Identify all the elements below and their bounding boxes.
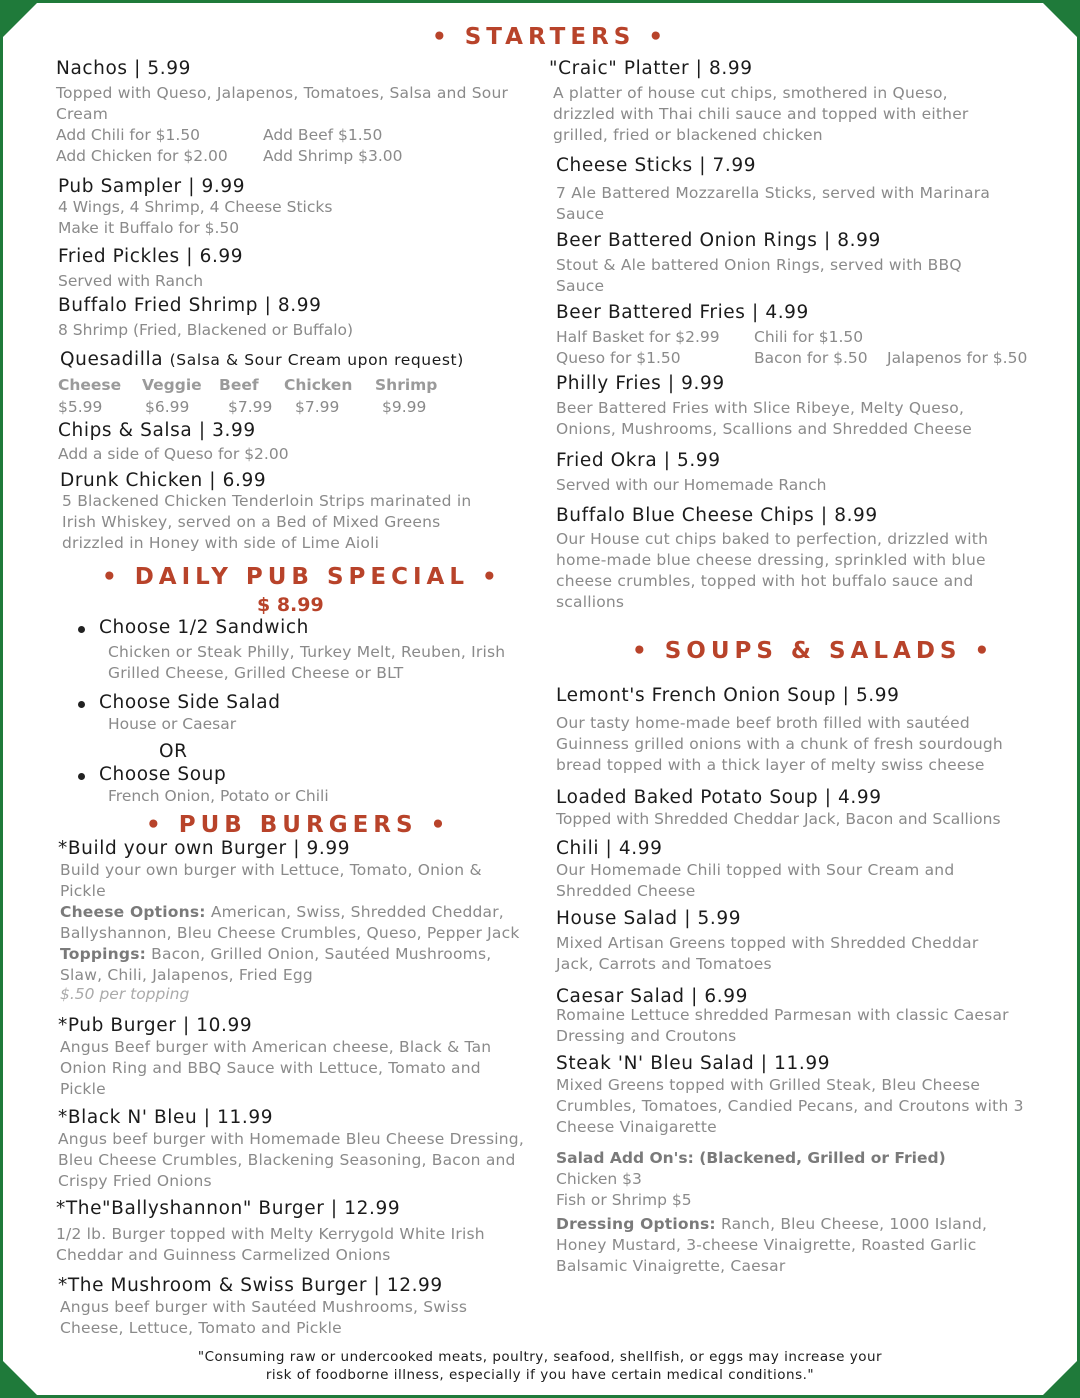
cheese-options-list: American, Swiss, Shredded Cheddar, Ballyshannon, Bleu Cheese Crumbles, Queso, Pepper Jack xyxy=(60,903,520,942)
cheese-options-label: Cheese Options: xyxy=(60,903,206,921)
item-desc: 7 Ale Battered Mozzarella Sticks, served with Marinara Sauce xyxy=(556,184,991,223)
quesadilla-option-price: $6.99 xyxy=(145,398,190,416)
item-title: Fried Okra | 5.99 xyxy=(556,450,721,471)
item-desc: 8 Shrimp (Fried, Blackened or Buffalo) xyxy=(58,321,354,339)
item-desc: Romaine Lettuce shredded Parmesan with classic Caesar Dressing and Croutons xyxy=(556,1006,1009,1045)
add-on: Add Chili for $1.50 xyxy=(56,126,201,144)
quesadilla-note: (Salsa & Sour Cream upon request) xyxy=(169,351,464,369)
item-title: Philly Fries | 9.99 xyxy=(556,373,725,394)
salad-addon: Chicken $3 xyxy=(556,1170,642,1188)
item-title: Nachos | 5.99 xyxy=(56,58,192,79)
item-title: Steak 'N' Bleu Salad | 11.99 xyxy=(556,1053,831,1074)
item-desc: 1/2 lb. Burger topped with Melty Kerrygold White Irish Cheddar and Guinness Carmelized Onions xyxy=(56,1225,485,1264)
item-title: *The"Ballyshannon" Burger | 12.99 xyxy=(56,1198,401,1219)
item-title: Beer Battered Onion Rings | 8.99 xyxy=(556,230,881,251)
item-desc: Angus beef burger with Sautéed Mushrooms, Swiss Cheese, Lettuce, Tomato and Pickle xyxy=(60,1298,468,1337)
item-title: *Pub Burger | 10.99 xyxy=(58,1015,253,1036)
quesadilla-option-price: $5.99 xyxy=(58,398,103,416)
special-option: Choose 1/2 Sandwich xyxy=(99,617,309,638)
item-desc: Mixed Greens topped with Grilled Steak, Bleu Cheese Crumbles, Tomatoes, Candied Pecans, and Croutons with 3 Cheese Vinaigarette xyxy=(556,1076,1024,1136)
add-on: Chili for $1.50 xyxy=(754,328,864,346)
item-desc: Our House cut chips baked to perfection, drizzled with home-made blue cheese dressing, sprinkled with blue cheese crumbles, topped with hot buffalo sauce and scallions xyxy=(556,530,989,611)
footer-disclaimer-line2: risk of foodborne illness, especially if you have certain medical conditions." xyxy=(265,1367,815,1383)
item-desc: Angus beef burger with Homemade Bleu Cheese Dressing, Bleu Cheese Crumbles, Blackening Seasoning, Bacon and Crispy Fried Onions xyxy=(58,1130,524,1190)
item-desc: Our tasty home-made beef broth filled with sautéed Guinness grilled onions with a chunk of fresh sourdough bread topped with a thick layer of melty swiss cheese xyxy=(556,714,1003,774)
footer-disclaimer-line1: "Consuming raw or undercooked meats, poultry, seafood, shellfish, or eggs may increase your xyxy=(197,1349,883,1365)
add-on: Add Beef $1.50 xyxy=(263,126,383,144)
item-title: *Black N' Bleu | 11.99 xyxy=(58,1107,274,1128)
item-title: House Salad | 5.99 xyxy=(556,908,742,929)
item-desc: Our Homemade Chili topped with Sour Cream and Shredded Cheese xyxy=(556,861,955,900)
item-desc: Stout & Ale battered Onion Rings, served with BBQ Sauce xyxy=(556,256,962,295)
item-desc: Make it Buffalo for $.50 xyxy=(58,219,240,237)
toppings-list: Bacon, Grilled Onion, Sautéed Mushrooms, Slaw, Chili, Jalapenos, Fried Egg xyxy=(60,945,492,984)
daily-special-price: $ 8.99 xyxy=(257,594,324,616)
special-option: Choose Side Salad xyxy=(99,692,281,713)
item-desc: A platter of house cut chips, smothered in Queso, drizzled with Thai chili sauce and topped with either grilled, fried or blackened chicken xyxy=(553,84,969,144)
add-on: Queso for $1.50 xyxy=(556,349,681,367)
bullet-icon xyxy=(78,773,85,780)
item-title: Pub Sampler | 9.99 xyxy=(58,176,246,197)
quesadilla-option-price: $7.99 xyxy=(228,398,273,416)
pub-burgers-heading: • PUB BURGERS • xyxy=(146,812,451,838)
item-title: Drunk Chicken | 6.99 xyxy=(60,470,267,491)
item-title: Caesar Salad | 6.99 xyxy=(556,986,748,1007)
dressing-list: Ranch, Bleu Cheese, 1000 Island, Honey Mustard, 3-cheese Vinaigrette, Roasted Garlic Balsamic Vinaigrette, Caesar xyxy=(556,1215,988,1275)
item-title: Beer Battered Fries | 4.99 xyxy=(556,302,809,323)
item-desc: 4 Wings, 4 Shrimp, 4 Cheese Sticks xyxy=(58,198,333,216)
item-desc: Served with Ranch xyxy=(58,272,204,290)
add-on: Bacon for $.50 xyxy=(754,349,868,367)
quesadilla-option-name: Beef xyxy=(219,376,259,394)
item-title: Buffalo Blue Cheese Chips | 8.99 xyxy=(556,505,878,526)
add-on: Half Basket for $2.99 xyxy=(556,328,720,346)
cheese-options xyxy=(60,902,530,944)
item-title: Lemont's French Onion Soup | 5.99 xyxy=(556,685,900,706)
item-desc: Beer Battered Fries with Slice Ribeye, Melty Queso, Onions, Mushrooms, Scallions and Shredded Cheese xyxy=(556,399,973,438)
quesadilla-option-name: Cheese xyxy=(58,376,122,394)
starters-heading: • STARTERS • xyxy=(432,24,669,50)
item-title: Loaded Baked Potato Soup | 4.99 xyxy=(556,787,882,808)
item-desc: Build your own burger with Lettuce, Tomato, Onion & Pickle xyxy=(60,861,482,900)
bullet-icon xyxy=(78,701,85,708)
item-title: Cheese Sticks | 7.99 xyxy=(556,155,757,176)
quesadilla-option-name: Shrimp xyxy=(375,376,438,394)
item-desc: Add a side of Queso for $2.00 xyxy=(58,445,289,463)
toppings xyxy=(60,944,530,986)
special-option: Choose Soup xyxy=(99,764,227,785)
dressing-label: Dressing Options: xyxy=(556,1215,716,1233)
special-option-desc: Chicken or Steak Philly, Turkey Melt, Reuben, Irish Grilled Cheese, Grilled Cheese or BLT xyxy=(108,643,506,682)
frame-left-border xyxy=(0,0,3,1398)
item-desc: Topped with Shredded Cheddar Jack, Bacon and Scallions xyxy=(556,810,1001,828)
item-title xyxy=(60,349,464,370)
item-desc: Angus Beef burger with American cheese, Black & Tan Onion Ring and BBQ Sauce with Lettuce, Tomato and Pickle xyxy=(60,1038,492,1098)
add-on: Add Chicken for $2.00 xyxy=(56,147,228,165)
item-desc: Mixed Artisan Greens topped with Shredded Cheddar Jack, Carrots and Tomatoes xyxy=(556,934,979,973)
bullet-icon xyxy=(78,626,85,633)
special-option-desc: French Onion, Potato or Chili xyxy=(108,787,329,805)
soups-salads-heading: • SOUPS & SALADS • xyxy=(632,638,995,664)
item-desc: Served with our Homemade Ranch xyxy=(556,476,827,494)
corner-decoration xyxy=(1040,0,1080,40)
add-on: Add Shrimp $3.00 xyxy=(263,147,403,165)
item-title: *Build your own Burger | 9.99 xyxy=(58,838,351,859)
corner-decoration xyxy=(0,0,40,40)
quesadilla-option-price: $9.99 xyxy=(382,398,427,416)
special-option-desc: House or Caesar xyxy=(108,715,237,733)
toppings-label: Toppings: xyxy=(60,945,147,963)
frame-top-border xyxy=(0,0,1080,3)
quesadilla-option-name: Chicken xyxy=(284,376,353,394)
salad-addon: Fish or Shrimp $5 xyxy=(556,1191,692,1209)
item-title: Chili | 4.99 xyxy=(556,838,663,859)
item-desc: 5 Blackened Chicken Tenderloin Strips marinated in Irish Whiskey, served on a Bed of Mixed Greens drizzled in Honey with side of Lime Aioli xyxy=(62,492,472,552)
item-title: Fried Pickles | 6.99 xyxy=(58,246,244,267)
quesadilla-option-price: $7.99 xyxy=(295,398,340,416)
add-on: Jalapenos for $.50 xyxy=(887,349,1028,367)
quesadilla-option-name: Veggie xyxy=(142,376,202,394)
salad-addon-label: Salad Add On's: (Blackened, Grilled or Fried) xyxy=(556,1149,946,1167)
topping-price: $.50 per topping xyxy=(60,985,190,1003)
item-title: "Craic" Platter | 8.99 xyxy=(549,58,753,79)
daily-special-heading: • DAILY PUB SPECIAL • xyxy=(102,564,502,590)
item-title: Buffalo Fried Shrimp | 8.99 xyxy=(58,295,322,316)
or-separator: OR xyxy=(159,741,188,762)
item-desc: Topped with Queso, Jalapenos, Tomatoes, Salsa and Sour Cream xyxy=(56,84,509,123)
item-title: *The Mushroom & Swiss Burger | 12.99 xyxy=(58,1275,443,1296)
dressing-options xyxy=(556,1214,1026,1277)
item-title: Chips & Salsa | 3.99 xyxy=(58,420,256,441)
quesadilla-title: Quesadilla xyxy=(60,349,164,370)
